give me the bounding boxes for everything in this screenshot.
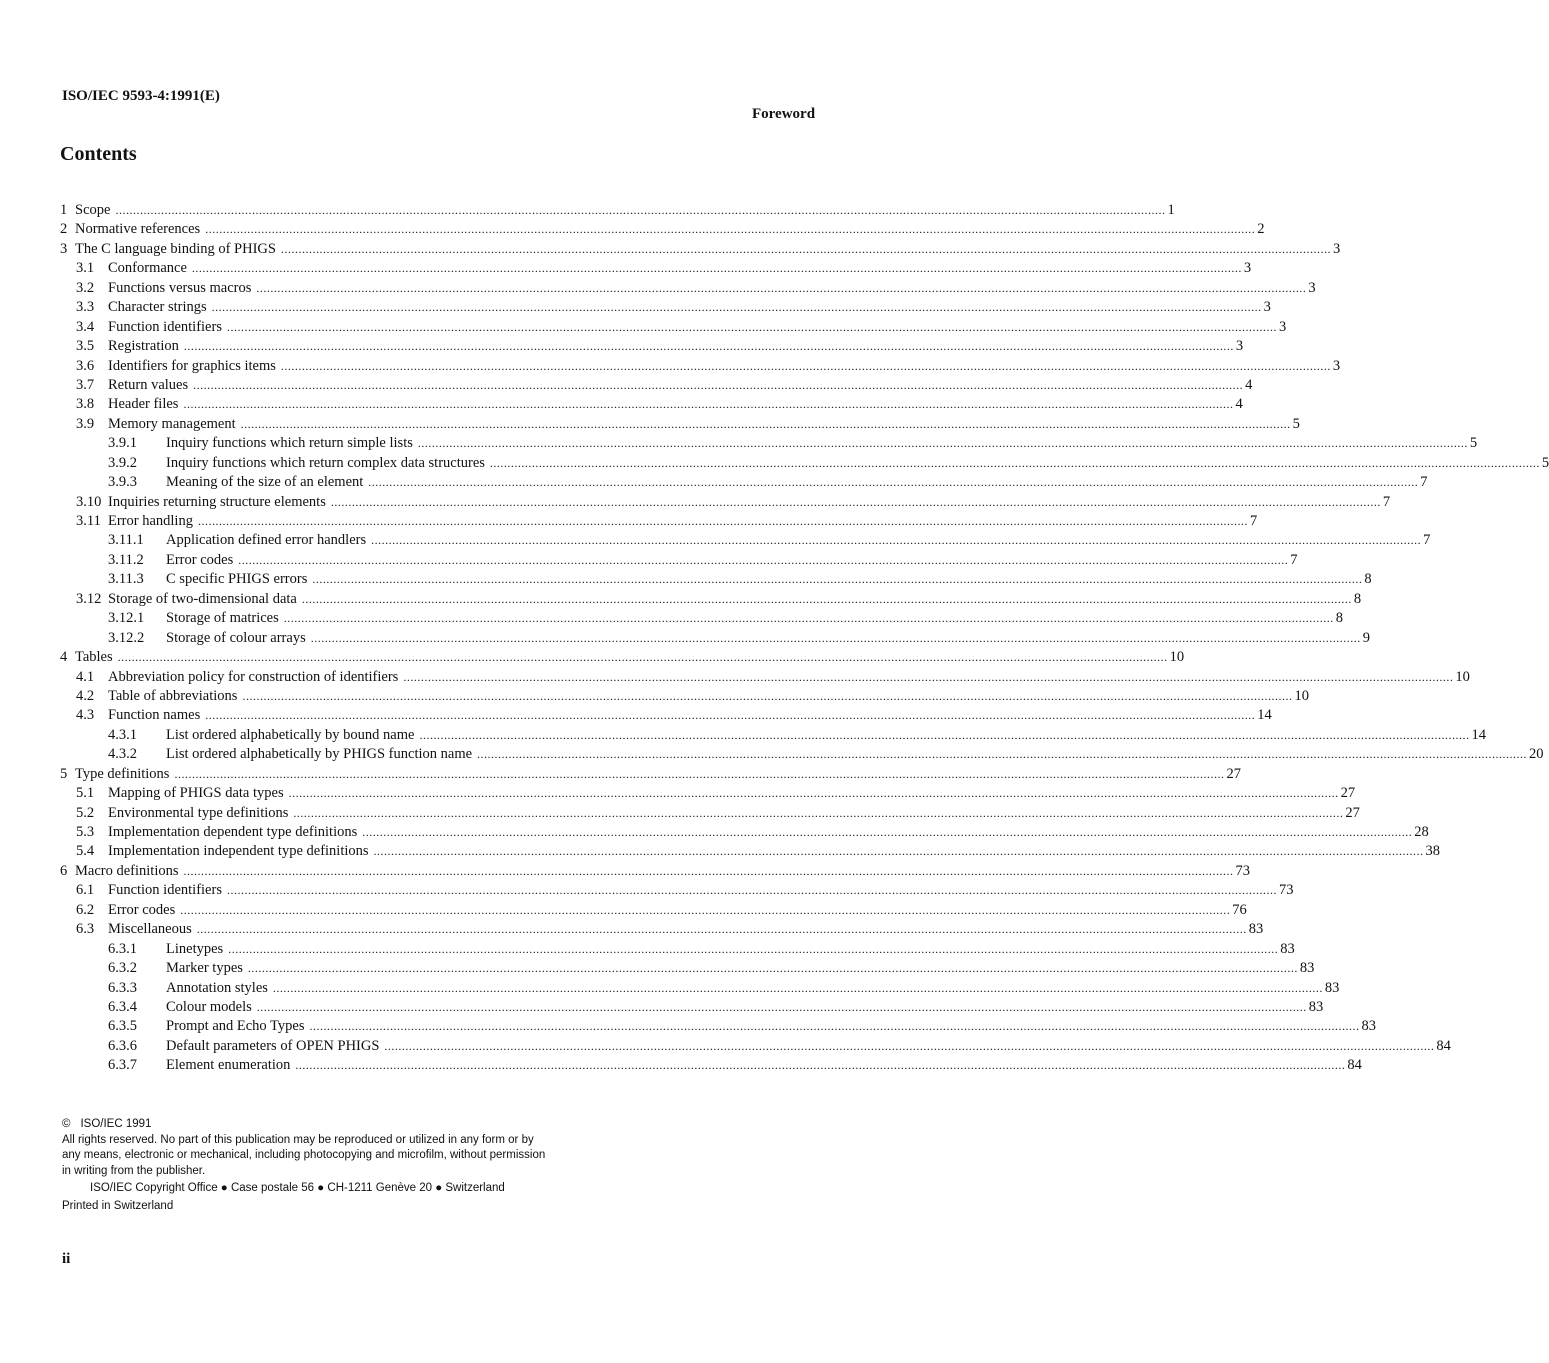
toc-dot-leader: ............................................................................................................................................................................................................................................................................................................ xyxy=(373,844,1424,859)
toc-entry-page: 3 xyxy=(1332,357,1341,374)
toc-dot-leader: ............................................................................................................................................................................................................................................................................................................ xyxy=(238,552,1289,567)
toc-dot-leader: ............................................................................................................................................................................................................................................................................................................ xyxy=(371,533,1422,548)
toc-entry-title: Return values xyxy=(108,376,189,393)
toc-dot-leader: ............................................................................................................................................................................................................................................................................................................ xyxy=(368,475,1419,490)
toc-entry[interactable] xyxy=(60,745,1544,764)
toc-dot-leader: ............................................................................................................................................................................................................................................................................................................ xyxy=(197,514,1248,528)
toc-entry[interactable] xyxy=(60,279,1316,298)
toc-entry-page: 8 xyxy=(1335,610,1343,627)
toc-entry[interactable] xyxy=(60,357,1341,376)
toc-entry-title: Mapping of PHIGS data types xyxy=(108,785,284,802)
toc-entry-title: Normative references xyxy=(75,221,201,238)
toc-entry-page: 27 xyxy=(1226,765,1241,782)
toc-entry-page: 83 xyxy=(1308,998,1324,1015)
toc-entry-number: 4.1 xyxy=(76,668,95,685)
toc-dot-leader: ............................................................................................................................................................................................................................................................................................................ xyxy=(310,630,1361,645)
toc-entry-page: 83 xyxy=(1299,960,1315,977)
toc-entry-title: Colour models xyxy=(166,998,252,1015)
copyright-text: All rights reserved. No part of this publication may be reproduced or utilized in any form or by xyxy=(62,1133,534,1146)
toc-dot-leader: ............................................................................................................................................................................................................................................................................................................ xyxy=(403,669,1454,684)
toc-entry-page: 7 xyxy=(1423,532,1431,549)
toc-entry[interactable] xyxy=(60,337,1244,356)
toc-dot-leader: ............................................................................................................................................................................................................................................................................................................ xyxy=(205,708,1256,723)
toc-entry-page: 83 xyxy=(1280,940,1295,957)
toc-entry-page: 27 xyxy=(1340,785,1356,802)
toc-entry-number: 6.3 xyxy=(76,921,95,938)
toc-entry-title: Element enumeration xyxy=(166,1057,291,1074)
toc-entry[interactable] xyxy=(60,590,1362,609)
toc-entry-page: 8 xyxy=(1364,571,1372,588)
toc-entry-number: 3.3 xyxy=(76,299,95,316)
toc-entry-page: 28 xyxy=(1414,824,1429,840)
toc-entry[interactable] xyxy=(60,901,1247,920)
toc-entry-title: Header files xyxy=(108,396,179,413)
toc-entry-title: Storage of matrices xyxy=(166,610,279,627)
toc-entry-page: 9 xyxy=(1362,629,1370,646)
toc-dot-leader: ............................................................................................................................................................................................................................................................................................................ xyxy=(183,397,1234,412)
toc-entry-title: Registration xyxy=(108,338,179,355)
toc-dot-leader: ............................................................................................................................................................................................................................................................................................................ xyxy=(489,455,1540,470)
toc-entry-number: 4.3.2 xyxy=(108,746,137,763)
toc-entry[interactable] xyxy=(60,765,1241,784)
toc-entry-title: Function identifiers xyxy=(108,318,222,335)
toc-entry[interactable] xyxy=(60,687,1309,706)
toc-dot-leader: ............................................................................................................................................................................................................................................................................................................ xyxy=(174,766,1225,781)
toc-entry-title: Storage of colour arrays xyxy=(166,629,306,646)
toc-entry-page: 83 xyxy=(1248,921,1264,938)
toc-dot-leader: ............................................................................................................................................................................................................................................................................................................ xyxy=(211,300,1262,315)
toc-entry-number: 6.3.5 xyxy=(108,1018,137,1035)
toc-entry-number: 4.2 xyxy=(76,687,95,704)
toc-dot-leader: ............................................................................................................................................................................................................................................................................................................ xyxy=(242,688,1293,703)
toc-dot-leader: ............................................................................................................................................................................................................................................................................................................ xyxy=(228,941,1279,956)
toc-entry-page: 84 xyxy=(1347,1057,1362,1074)
toc-entry-page: 20 xyxy=(1529,746,1544,763)
toc-dot-leader: ............................................................................................................................................................................................................................................................................................................ xyxy=(293,805,1344,820)
toc-entry-page: 7 xyxy=(1249,513,1258,529)
toc-entry-title: Inquiries returning structure elements xyxy=(108,493,326,510)
toc-entry[interactable] xyxy=(60,823,1429,842)
toc-entry-title: Tables xyxy=(75,649,113,666)
toc-entry-number: 3.6 xyxy=(76,357,95,374)
toc-dot-leader: ............................................................................................................................................................................................................................................................................................................ xyxy=(417,436,1468,451)
toc-entry-number: 3.11.3 xyxy=(108,571,144,588)
toc-entry-page: 7 xyxy=(1420,474,1428,491)
toc-entry-title: Implementation dependent type definitions xyxy=(108,824,358,840)
copyright-holder: ISO/IEC 1991 xyxy=(80,1118,152,1130)
toc-entry-page: 7 xyxy=(1382,493,1391,510)
toc-dot-leader: ............................................................................................................................................................................................................................................................................................................ xyxy=(280,241,1331,256)
toc-entry-page: 84 xyxy=(1436,1037,1451,1054)
toc-entry[interactable] xyxy=(60,940,1295,959)
toc-entry-title: Abbreviation policy for construction of identifiers xyxy=(108,668,399,685)
toc-entry-number: 3.11.2 xyxy=(108,551,144,568)
toc-entry[interactable] xyxy=(60,531,1431,550)
toc-dot-leader: ............................................................................................................................................................................................................................................................................................................ xyxy=(312,572,1363,587)
toc-entry[interactable] xyxy=(60,298,1271,317)
toc-entry-number: 6.2 xyxy=(76,901,95,918)
toc-entry[interactable] xyxy=(60,395,1243,414)
toc-entry-title: Default parameters of OPEN PHIGS xyxy=(166,1037,380,1054)
toc-entry-number: 5.1 xyxy=(76,785,95,802)
toc-entry[interactable] xyxy=(60,240,1341,259)
copyright-text: any means, electronic or mechanical, including photocopying and microfilm, without permission xyxy=(62,1149,546,1161)
toc-entry-number: 6.3.3 xyxy=(108,979,137,996)
toc-dot-leader: ............................................................................................................................................................................................................................................................................................................ xyxy=(183,863,1234,878)
toc-entry[interactable] xyxy=(60,473,1428,492)
toc-dot-leader: ............................................................................................................................................................................................................................................................................................................ xyxy=(180,902,1231,917)
toc-entry[interactable] xyxy=(60,551,1298,570)
toc-dot-leader: ............................................................................................................................................................................................................................................................................................................ xyxy=(193,377,1244,392)
contents-title: Contents xyxy=(60,143,137,165)
toc-entry-number: 4.3.1 xyxy=(108,726,137,743)
toc-entry-number: 5.3 xyxy=(76,824,95,840)
toc-entry-number: 6.3.6 xyxy=(108,1037,137,1054)
copyright-notice xyxy=(62,1117,545,1214)
toc-entry-number: 3.9.1 xyxy=(108,435,137,452)
toc-entry[interactable] xyxy=(60,454,1549,473)
table-of-contents xyxy=(60,201,1549,1076)
toc-entry[interactable] xyxy=(60,1037,1451,1056)
toc-entry-title: Type definitions xyxy=(75,765,170,782)
toc-entry-page: 1 xyxy=(1167,202,1175,218)
copyright-line xyxy=(62,1117,545,1133)
toc-dot-leader: ............................................................................................................................................................................................................................................................................................................ xyxy=(288,786,1339,801)
toc-entry-number: 3.2 xyxy=(76,279,95,296)
toc-entry-number: 3.4 xyxy=(76,318,95,335)
toc-entry-number: 3.9.2 xyxy=(108,454,137,471)
toc-dot-leader: ............................................................................................................................................................................................................................................................................................................ xyxy=(183,339,1234,354)
toc-entry[interactable] xyxy=(60,629,1370,648)
toc-entry[interactable] xyxy=(60,493,1391,512)
toc-entry-page: 3 xyxy=(1243,260,1252,277)
toc-dot-leader: ............................................................................................................................................................................................................................................................................................................ xyxy=(301,591,1352,606)
toc-entry[interactable] xyxy=(60,842,1441,861)
toc-entry-number: 3.12.2 xyxy=(108,629,145,646)
page-number: ii xyxy=(62,1251,71,1267)
toc-entry-page: 3 xyxy=(1235,338,1244,355)
toc-dot-leader: ............................................................................................................................................................................................................................................................................................................ xyxy=(115,203,1166,217)
toc-entry-title: Application defined error handlers xyxy=(166,532,367,549)
toc-entry-title: List ordered alphabetically by PHIGS function name xyxy=(166,746,473,763)
toc-entry-title: Error codes xyxy=(108,901,176,918)
toc-entry-title: Character strings xyxy=(108,299,207,316)
toc-entry-number: 2 xyxy=(60,221,68,238)
toc-entry-title: Error codes xyxy=(166,551,234,568)
toc-entry[interactable] xyxy=(60,570,1372,589)
toc-dot-leader: ............................................................................................................................................................................................................................................................................................................ xyxy=(226,319,1277,334)
toc-entry-page: 10 xyxy=(1169,649,1185,666)
toc-entry[interactable] xyxy=(60,1017,1376,1036)
toc-entry-number: 6.3.7 xyxy=(108,1057,137,1074)
toc-entry-title: Annotation styles xyxy=(166,979,268,996)
toc-entry-title: Functions versus macros xyxy=(108,279,252,296)
toc-entry-number: 3.9 xyxy=(76,415,95,432)
toc-dot-leader: ............................................................................................................................................................................................................................................................................................................ xyxy=(295,1058,1346,1073)
toc-entry-number: 3.12 xyxy=(76,590,102,607)
toc-entry-number: 3.7 xyxy=(76,376,95,393)
toc-dot-leader: ............................................................................................................................................................................................................................................................................................................ xyxy=(256,999,1307,1014)
toc-entry-number: 3.8 xyxy=(76,396,95,413)
toc-entry-number: 6.3.4 xyxy=(108,998,137,1015)
toc-entry[interactable] xyxy=(60,318,1287,337)
toc-entry-page: 5 xyxy=(1541,454,1549,471)
toc-entry[interactable] xyxy=(60,881,1294,900)
toc-entry-page: 3 xyxy=(1263,299,1271,316)
toc-entry-number: 6.3.2 xyxy=(108,960,137,977)
toc-entry-number: 3.11 xyxy=(76,513,101,529)
toc-entry[interactable] xyxy=(60,648,1185,667)
toc-dot-leader: ............................................................................................................................................................................................................................................................................................................ xyxy=(330,494,1381,509)
toc-entry[interactable] xyxy=(60,979,1340,998)
toc-entry[interactable] xyxy=(60,784,1356,803)
toc-dot-leader: ............................................................................................................................................................................................................................................................................................................ xyxy=(272,980,1323,995)
toc-entry-title: Miscellaneous xyxy=(108,921,192,938)
toc-entry-page: 5 xyxy=(1469,435,1478,452)
toc-entry-number: 6.1 xyxy=(76,882,95,899)
toc-entry-number: 5 xyxy=(60,765,68,782)
toc-entry-page: 27 xyxy=(1345,804,1360,821)
toc-entry-page: 76 xyxy=(1232,901,1247,918)
toc-dot-leader: ............................................................................................................................................................................................................................................................................................................ xyxy=(247,961,1298,976)
toc-dot-leader: ............................................................................................................................................................................................................................................................................................................ xyxy=(309,1019,1360,1034)
toc-dot-leader: ............................................................................................................................................................................................................................................................................................................ xyxy=(117,650,1168,665)
toc-entry-title: Marker types xyxy=(166,960,243,977)
toc-entry-page: 3 xyxy=(1278,318,1287,335)
toc-dot-leader: ............................................................................................................................................................................................................................................................................................................ xyxy=(280,358,1331,373)
toc-entry-page: 14 xyxy=(1471,726,1486,743)
copyright-address: ISO/IEC Copyright Office ● Case postale 56 ● CH-1211 Genève 20 ● Switzerland xyxy=(90,1182,505,1194)
toc-dot-leader: ............................................................................................................................................................................................................................................................................................................ xyxy=(205,222,1256,237)
toc-entry-title: Prompt and Echo Types xyxy=(166,1018,305,1035)
toc-entry-title: C specific PHIGS errors xyxy=(166,571,308,588)
toc-entry-title: Identifiers for graphics items xyxy=(108,357,276,374)
toc-entry-page: 4 xyxy=(1245,376,1253,393)
document-id: ISO/IEC 9593-4:1991(E) xyxy=(62,88,220,104)
toc-entry-number: 3.10 xyxy=(76,493,102,510)
printed-in: Printed in Switzerland xyxy=(62,1199,174,1212)
toc-entry[interactable] xyxy=(60,376,1253,395)
toc-dot-leader: ............................................................................................................................................................................................................................................................................................................ xyxy=(283,611,1334,626)
toc-entry-title: Error handling xyxy=(108,513,193,529)
toc-entry-number: 6.3.1 xyxy=(108,940,137,957)
toc-entry[interactable] xyxy=(60,1056,1362,1075)
toc-entry-page: 3 xyxy=(1308,279,1316,296)
toc-entry-title: List ordered alphabetically by bound name xyxy=(166,726,415,743)
toc-entry[interactable] xyxy=(60,920,1264,939)
toc-entry-page: 3 xyxy=(1332,240,1341,257)
toc-entry-number: 3.5 xyxy=(76,338,95,355)
toc-entry-number: 4.3 xyxy=(76,707,95,724)
toc-entry[interactable] xyxy=(60,415,1300,434)
toc-entry[interactable] xyxy=(60,259,1252,278)
toc-entry-page: 7 xyxy=(1290,551,1298,568)
toc-entry-number: 1 xyxy=(60,202,68,218)
toc-dot-leader: ............................................................................................................................................................................................................................................................................................................ xyxy=(240,416,1291,431)
toc-entry-title: The C language binding of PHIGS xyxy=(75,240,276,257)
copyright-text: in writing from the publisher. xyxy=(62,1164,206,1177)
toc-entry-title: Inquiry functions which return complex data structures xyxy=(166,454,485,471)
toc-entry-page: 14 xyxy=(1257,707,1272,724)
toc-dot-leader: ............................................................................................................................................................................................................................................................................................................ xyxy=(191,261,1242,276)
toc-entry-title: Function identifiers xyxy=(108,882,222,899)
toc-entry[interactable] xyxy=(60,998,1324,1017)
toc-dot-leader: ............................................................................................................................................................................................................................................................................................................ xyxy=(384,1038,1435,1053)
toc-entry-title: Table of abbreviations xyxy=(108,687,238,704)
toc-entry-page: 10 xyxy=(1455,668,1470,685)
toc-entry[interactable] xyxy=(60,434,1478,453)
toc-entry-number: 3.9.3 xyxy=(108,474,137,491)
toc-entry[interactable] xyxy=(60,804,1360,823)
toc-entry-number: 3.1 xyxy=(76,260,95,277)
toc-entry-title: Function names xyxy=(108,707,201,724)
toc-entry-page: 8 xyxy=(1353,590,1362,607)
toc-entry-number: 5.2 xyxy=(76,804,95,821)
toc-dot-leader: ............................................................................................................................................................................................................................................................................................................ xyxy=(256,280,1307,295)
toc-entry-number: 3.12.1 xyxy=(108,610,145,627)
toc-dot-leader: ............................................................................................................................................................................................................................................................................................................ xyxy=(362,825,1413,839)
toc-entry-page: 38 xyxy=(1425,843,1441,860)
toc-entry[interactable] xyxy=(60,609,1343,628)
toc-dot-leader: ............................................................................................................................................................................................................................................................................................................ xyxy=(196,922,1247,937)
section-label: Foreword xyxy=(752,106,816,122)
toc-entry-page: 73 xyxy=(1235,862,1250,879)
toc-entry-number: 3 xyxy=(60,240,68,257)
toc-entry-title: Scope xyxy=(75,202,111,218)
toc-entry-title: Linetypes xyxy=(166,940,224,957)
toc-dot-leader: ............................................................................................................................................................................................................................................................................................................ xyxy=(419,727,1470,742)
toc-entry-title: Storage of two-dimensional data xyxy=(108,590,297,607)
toc-entry-page: 5 xyxy=(1292,415,1300,432)
toc-entry-page: 4 xyxy=(1235,396,1243,413)
toc-dot-leader: ............................................................................................................................................................................................................................................................................................................ xyxy=(226,883,1277,898)
toc-entry-page: 2 xyxy=(1257,221,1265,238)
toc-entry[interactable] xyxy=(60,706,1272,725)
toc-entry[interactable] xyxy=(60,220,1265,239)
toc-entry-number: 3.11.1 xyxy=(108,532,144,549)
toc-entry-title: Inquiry functions which return simple lists xyxy=(166,435,413,452)
toc-entry-page: 83 xyxy=(1361,1018,1376,1035)
toc-entry[interactable] xyxy=(60,959,1315,978)
toc-entry[interactable] xyxy=(60,668,1470,687)
toc-entry-title: Implementation independent type definitions xyxy=(108,843,369,860)
toc-entry-title: Macro definitions xyxy=(75,862,179,879)
toc-entry-number: 4 xyxy=(60,649,68,666)
toc-entry[interactable] xyxy=(60,512,1258,531)
toc-entry-page: 73 xyxy=(1278,882,1294,899)
toc-entry-page: 83 xyxy=(1324,979,1340,996)
toc-entry-page: 10 xyxy=(1294,687,1309,704)
toc-entry-title: Meaning of the size of an element xyxy=(166,474,364,491)
toc-entry-title: Environmental type definitions xyxy=(108,804,289,821)
toc-entry-number: 6 xyxy=(60,862,68,879)
toc-entry-title: Memory management xyxy=(108,415,236,432)
toc-entry-title: Conformance xyxy=(108,260,187,277)
copyright-symbol: © xyxy=(62,1118,71,1130)
toc-entry-number: 5.4 xyxy=(76,843,95,860)
toc-entry[interactable] xyxy=(60,201,1175,220)
toc-entry[interactable] xyxy=(60,726,1486,745)
toc-entry[interactable] xyxy=(60,862,1250,881)
toc-dot-leader: ............................................................................................................................................................................................................................................................................................................ xyxy=(477,747,1528,762)
